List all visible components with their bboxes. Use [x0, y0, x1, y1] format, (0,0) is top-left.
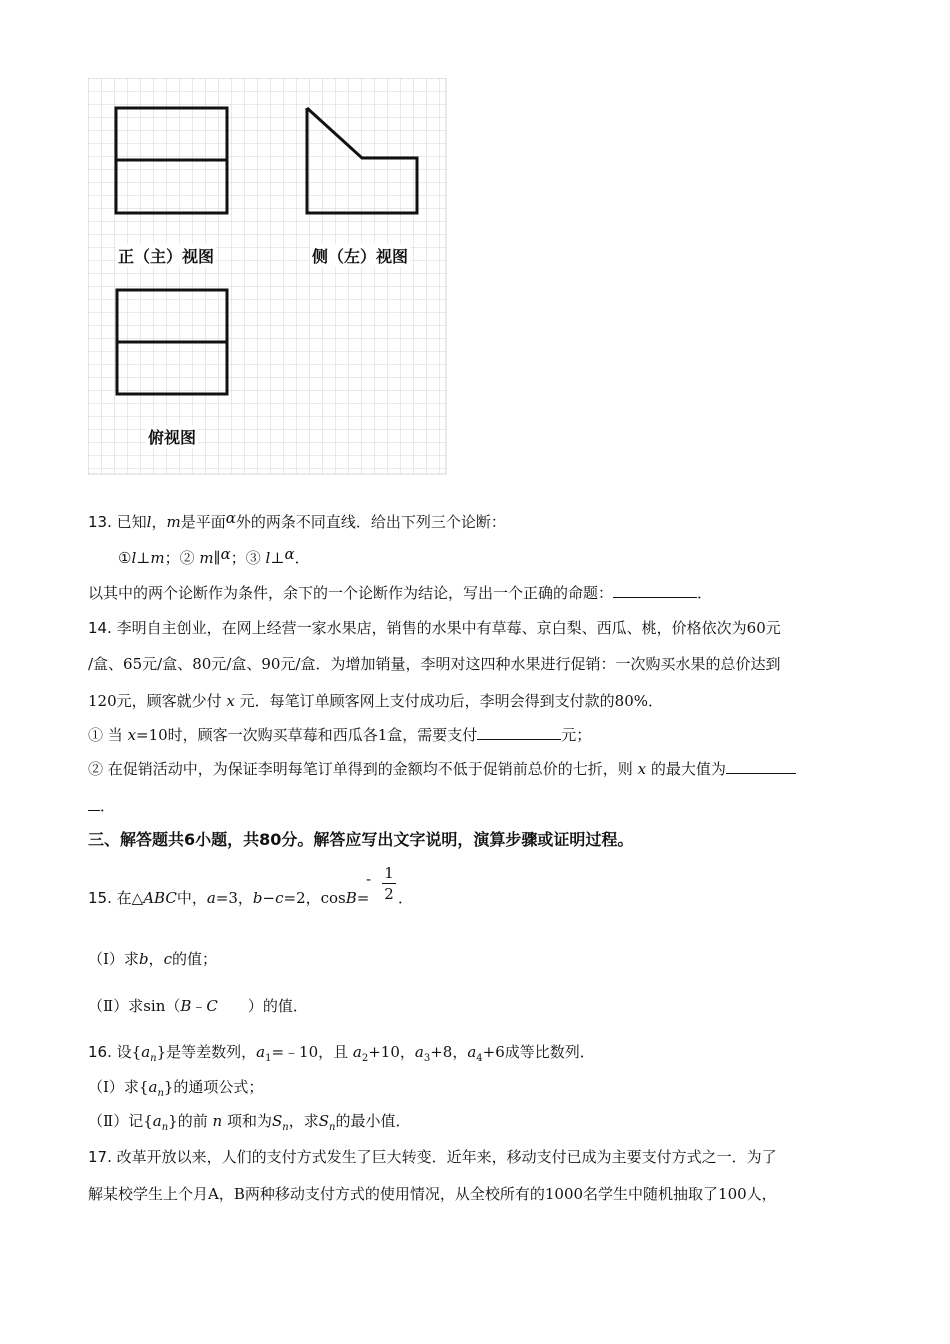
q16-text: +8，: [430, 1043, 468, 1061]
var-a: a: [256, 1043, 266, 1061]
fraction-minus: -: [366, 870, 372, 888]
q15-text: （Ⅰ）求: [88, 950, 139, 968]
q14-number: 14.: [88, 619, 112, 637]
q15-text: （Ⅱ）求sin（: [88, 997, 181, 1015]
var-m: m: [166, 513, 181, 531]
sub-n: n: [157, 1088, 164, 1099]
q17-text: 改革开放以来，人们的支付方式发生了巨大转变．近年来，移动支付已成为主要支付方式之一．为了: [116, 1148, 777, 1166]
answer-blank-continued[interactable]: [88, 796, 100, 811]
sub-n: n: [282, 1122, 289, 1133]
q15-text: 中，: [176, 889, 207, 907]
q13-line-3: [88, 582, 712, 604]
q15-text: 在△: [116, 889, 144, 907]
q16-text: }的通项公式；: [163, 1078, 264, 1096]
var-c: c: [275, 889, 284, 907]
var-x: x: [127, 726, 137, 744]
q13-text: ；②: [164, 549, 195, 567]
q16-part-1: [88, 1076, 263, 1105]
var-l: l: [146, 513, 152, 531]
q14-text: 元；: [561, 726, 592, 744]
q15-text: ﹣: [191, 997, 207, 1015]
q16-part-2: [88, 1110, 410, 1139]
q16-text: （Ⅱ）记{: [88, 1112, 153, 1130]
var-a: a: [206, 889, 216, 907]
q16-text: +10，: [368, 1043, 415, 1061]
q14-line-6: [88, 795, 115, 817]
fraction-one-half: [382, 864, 396, 903]
q13-text: 已知: [116, 513, 147, 531]
q15-text: 的值；: [171, 950, 217, 968]
var-l: l: [265, 549, 271, 567]
q16-text: =﹣10，且: [271, 1043, 349, 1061]
q15-part-2: [88, 995, 308, 1017]
q15-part-1: [88, 948, 217, 970]
q16-text: 项和为: [226, 1112, 272, 1130]
var-b: b: [252, 889, 263, 907]
grid-background: [88, 78, 446, 474]
sub-3: 3: [423, 1053, 431, 1064]
alpha-symbol: α: [220, 545, 231, 563]
q13-text: 外的两条不同直线．给出下列三个论断：: [235, 513, 506, 531]
q14-text: =10时，顾客一次购买草莓和西瓜各1盒，需要支付: [136, 726, 478, 744]
var-c: c: [163, 950, 172, 968]
var-C: C: [206, 997, 218, 1015]
var-S: S: [271, 1112, 283, 1130]
q14-line-2: /盒、65元/盒、80元/盒、90元/盒．为增加销量，李明对这四种水果进行促销：一次购买水果的总价达到: [88, 655, 781, 673]
var-a: a: [141, 1043, 151, 1061]
q15-text: −: [262, 889, 276, 907]
top-view-label: 俯视图: [146, 425, 198, 448]
answer-blank[interactable]: [613, 583, 697, 598]
var-B: B: [180, 997, 192, 1015]
var-n: n: [212, 1112, 223, 1130]
alpha-symbol: α: [284, 545, 295, 563]
q16-text: }是等差数列，: [156, 1043, 257, 1061]
q14-text: 李明自主创业，在网上经营一家水果店，销售的水果中有草莓、京白梨、西瓜、桃，价格依次为60元: [116, 619, 781, 637]
sub-2: 2: [361, 1053, 369, 1064]
fraction-denominator: 2: [384, 885, 394, 903]
q16-number: 16.: [88, 1043, 112, 1061]
q16-text: }的前: [168, 1112, 208, 1130]
answer-blank[interactable]: [477, 725, 561, 740]
q13-text: ．: [697, 584, 713, 602]
var-a: a: [467, 1043, 477, 1061]
var-a: a: [148, 1078, 158, 1096]
var-m: m: [150, 549, 165, 567]
perp-symbol: ⊥: [270, 549, 285, 567]
q15-end: ．: [398, 889, 414, 907]
fraction-numerator: 1: [384, 864, 394, 882]
q13-line-2: [118, 547, 310, 569]
q14-line-3: [88, 690, 663, 712]
sub-1: 1: [265, 1053, 272, 1064]
q14-text: ．: [100, 797, 116, 815]
sub-n: n: [328, 1122, 336, 1133]
q13-line-1: [88, 511, 506, 533]
q13-text: ．: [294, 549, 310, 567]
var-a: a: [414, 1043, 424, 1061]
var-a: a: [152, 1112, 162, 1130]
q16-text: +6成等比数列．: [482, 1043, 595, 1061]
var-m: m: [199, 549, 214, 567]
q14-text: 120元，顾客就少付: [88, 692, 222, 710]
q14-text: 的最大值为: [650, 760, 726, 778]
q15-number: 15.: [88, 889, 112, 907]
var-x: x: [226, 692, 235, 710]
section-3-heading: 三、解答题共6小题，共80分。解答应写出文字说明，演算步骤或证明过程。: [88, 830, 634, 849]
fraction-bar: [382, 883, 396, 884]
var-x: x: [637, 760, 647, 778]
var-abc: ABC: [143, 889, 177, 907]
q16-line-1: [88, 1041, 595, 1070]
q13-comma: ，: [151, 513, 167, 531]
var-l: l: [131, 549, 137, 567]
q15-text: ，: [148, 950, 164, 968]
q14-line-5: [88, 758, 796, 780]
q15-text: ）的值．: [247, 997, 308, 1015]
var-b: b: [138, 950, 149, 968]
q13-text: 是平面: [180, 513, 226, 531]
q15-line-1: [88, 887, 369, 909]
q13-text: ①: [118, 549, 132, 567]
q17-number: 17.: [88, 1148, 112, 1166]
front-view-label: 正（主）视图: [116, 244, 216, 267]
q17-line-1: [88, 1146, 777, 1168]
q14-text: ① 当: [88, 726, 123, 744]
q15-text: =2，cos: [283, 889, 346, 907]
var-S: S: [318, 1112, 329, 1130]
three-view-figure: [88, 78, 448, 476]
q13-text: 以其中的两个论断作为条件，余下的一个论断作为结论，写出一个正确的命题：: [88, 584, 614, 602]
q16-text: （Ⅰ）求{: [88, 1078, 149, 1096]
alpha-symbol: α: [225, 509, 236, 527]
grid-drawing: [88, 78, 448, 476]
answer-blank[interactable]: [726, 759, 796, 774]
sub-4: 4: [476, 1053, 483, 1064]
q16-text: ，求: [288, 1112, 319, 1130]
var-B: B: [345, 889, 357, 907]
side-view-label: 侧（左）视图: [310, 244, 410, 267]
var-a: a: [352, 1043, 362, 1061]
sub-n: n: [150, 1053, 157, 1064]
q15-text: =: [356, 889, 370, 907]
q14-text: ② 在促销活动中，为保证李明每笔订单得到的金额均不低于促销前总价的七折，则: [88, 760, 633, 778]
q14-line-1: [88, 617, 781, 639]
q16-text: 的最小值．: [335, 1112, 411, 1130]
q15-text: =3，: [215, 889, 253, 907]
q16-text: 设{: [116, 1043, 142, 1061]
sub-n: n: [161, 1122, 169, 1133]
q13-text: ；③: [230, 549, 261, 567]
q17-line-2: 解某校学生上个月A，B两种移动支付方式的使用情况，从全校所有的1000名学生中随机抽取了100人，: [88, 1185, 777, 1203]
q14-line-4: [88, 724, 591, 746]
perp-symbol: ⊥: [136, 549, 151, 567]
parallel-symbol: ∥: [213, 549, 221, 567]
q13-number: 13.: [88, 513, 112, 531]
q14-text: 元．每笔订单顾客网上支付成功后，李明会得到支付款的80%．: [239, 692, 664, 710]
